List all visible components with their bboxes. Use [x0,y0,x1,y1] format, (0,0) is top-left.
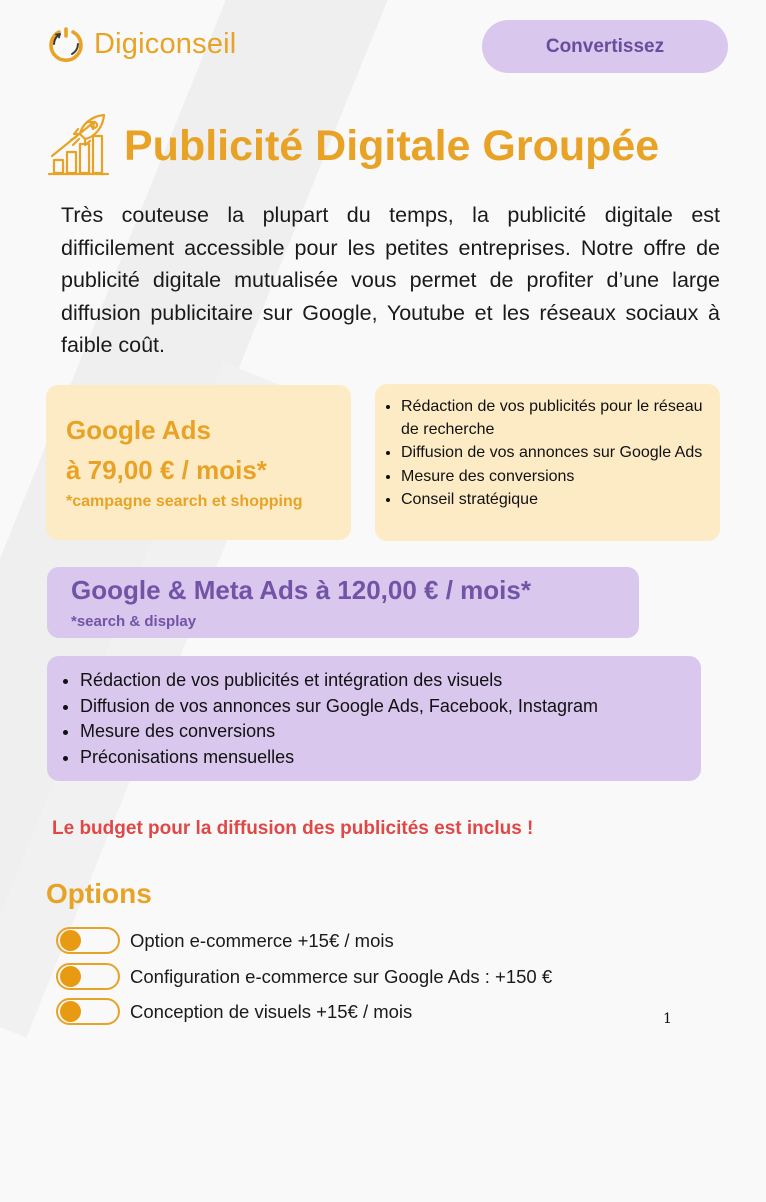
list-item: • Conseil stratégique [401,488,710,511]
list-item: • Rédaction de vos publicités pour le réseau de recherche [401,395,710,441]
option-label: Configuration e-commerce sur Google Ads : +150 € [130,965,553,987]
budget-included-note: Le budget pour la diffusion des publicités est inclus ! [52,818,534,839]
option-toggle[interactable] [56,998,120,1025]
google-meta-ads-features-list [47,656,701,770]
option-row-ecommerce-config [56,963,552,990]
toggle-knob [60,1001,81,1022]
option-label: Conception de visuels +15€ / mois [130,1000,413,1022]
power-ring-icon [46,24,86,64]
options-heading: Options [46,878,152,909]
brand-name: Digiconseil [94,27,237,60]
option-row-visuals [56,998,412,1025]
google-meta-ads-title: Google & Meta Ads à 120,00 € / mois* [71,575,531,605]
option-label: Option e-commerce +15€ / mois [130,929,394,951]
google-ads-offer-card [46,385,351,540]
google-meta-ads-offer-card [47,567,639,638]
list-item: • Diffusion de vos annonces sur Google Ads, Facebook, Instagram [80,694,691,720]
google-ads-note: *campagne search et shopping [66,493,303,510]
google-ads-features-list [375,384,720,511]
list-item: • Mesure des conversions [401,465,710,488]
page-number: 1 [663,1011,672,1027]
google-meta-ads-features-card [47,656,701,781]
rocket-growth-chart-icon [46,112,112,180]
google-ads-price: à 79,00 € / mois* [66,455,267,485]
brand-logo[interactable] [46,24,236,64]
toggle-knob [60,930,81,951]
list-item: • Diffusion de vos annonces sur Google Ads [401,441,710,464]
list-item: • Mesure des conversions [80,719,691,745]
list-item: • Préconisations mensuelles [80,745,691,771]
google-ads-features-card [375,384,720,541]
option-toggle[interactable] [56,927,120,954]
page-heading [46,112,659,180]
google-ads-name: Google Ads [66,415,211,445]
page-title: Publicité Digitale Groupée [124,121,660,170]
list-item: • Rédaction de vos publicités et intégration des visuels [80,668,691,694]
option-row-ecommerce [56,927,394,954]
google-meta-ads-note: *search & display [71,613,197,630]
intro-paragraph: Très couteuse la plupart du temps, la publicité digitale est difficilement accessible pour les petites entreprises. Notre offre de publicité digitale mutualisée vous permet de profiter d’une large diffusion publicitaire sur Google, Youtube et les réseaux sociaux à faible coût. [61,203,720,357]
toggle-knob [60,966,81,987]
convertissez-button[interactable]: Convertissez [482,20,728,73]
option-toggle[interactable] [56,963,120,990]
